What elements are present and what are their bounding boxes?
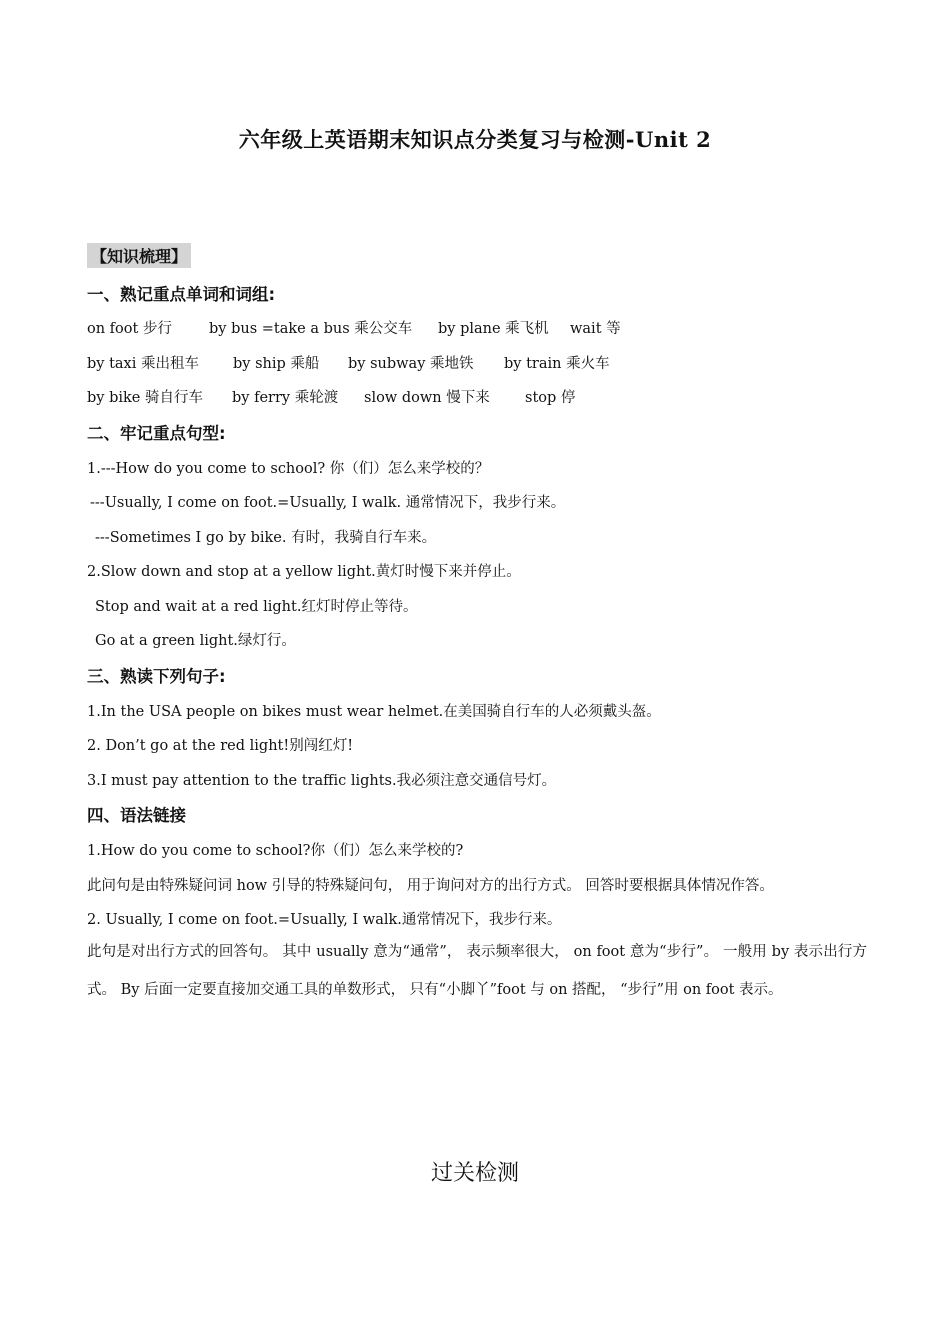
section-heading-2: 二、牢记重点句型:	[87, 424, 226, 443]
pattern-line: ---Sometimes I go by bike. 有时，我骑自行车来。	[95, 530, 437, 546]
vocab-item: by ferry 乘轮渡	[232, 390, 339, 406]
sentence-line: 2. Don’t go at the red light!别闯红灯!	[87, 738, 354, 754]
pattern-line: 2.Slow down and stop at a yellow light.黄灯时慢下来并停止。	[87, 564, 521, 580]
section-heading-1: 一、熟记重点单词和词组:	[87, 285, 276, 304]
section-heading-4: 四、语法链接	[87, 806, 186, 825]
quiz-section-title: 过关检测	[430, 1161, 519, 1186]
vocab-item: by bike 骑自行车	[87, 390, 203, 406]
vocab-item: on foot 步行	[87, 321, 172, 337]
sentence-line: 1.In the USA people on bikes must wear helmet.在美国骑自行车的人必须戴头盔。	[87, 704, 661, 720]
vocab-item: by plane 乘飞机	[438, 321, 549, 337]
sentence-line: 3.I must pay attention to the traffic lights.我必须注意交通信号灯。	[87, 773, 557, 789]
vocab-item: by taxi 乘出租车	[87, 356, 199, 372]
grammar-line: 此问句是由特殊疑问词 how 引导的特殊疑问句， 用于询问对方的出行方式。 回答时要根据具体情况作答。	[87, 878, 774, 894]
vocab-item: by subway 乘地铁	[348, 356, 474, 372]
pattern-line: Stop and wait at a red light.红灯时停止等待。	[95, 599, 418, 615]
vocab-item: stop 停	[525, 390, 576, 406]
pattern-line: 1.---How do you come to school? 你（们）怎么来学校的？	[87, 461, 490, 477]
section-heading-3: 三、熟读下列句子:	[87, 667, 226, 686]
vocab-item: by ship 乘船	[233, 356, 320, 372]
vocab-item: slow down 慢下来	[364, 390, 490, 406]
grammar-paragraph: 此句是对出行方式的回答句。 其中 usually 意为“通常”， 表示频率很大， on foot 意为“步行”。 一般用 by 表示出行方式。 By 后面一定要直接加交通工具的单数形式， 只有“小脚丫”foot 与 on 搭配， “步行”用 on foot 表示。	[87, 944, 867, 998]
vocab-item: by bus =take a bus 乘公交车	[209, 321, 413, 337]
pattern-line: ---Usually, I come on foot.=Usually, I walk. 通常情况下，我步行来。	[90, 495, 566, 511]
grammar-line: 2. Usually, I come on foot.=Usually, I walk.通常情况下，我步行来。	[87, 912, 562, 928]
pattern-line: Go at a green light.绿灯行。	[95, 633, 296, 649]
knowledge-summary-tag: 【知识梳理】	[87, 243, 191, 268]
grammar-line: 1.How do you come to school?你（们）怎么来学校的?	[87, 843, 464, 859]
vocab-item: by train 乘火车	[504, 356, 610, 372]
document-title: 六年级上英语期末知识点分类复习与检测-Unit 2	[238, 127, 712, 152]
vocab-item: wait 等	[570, 321, 621, 337]
